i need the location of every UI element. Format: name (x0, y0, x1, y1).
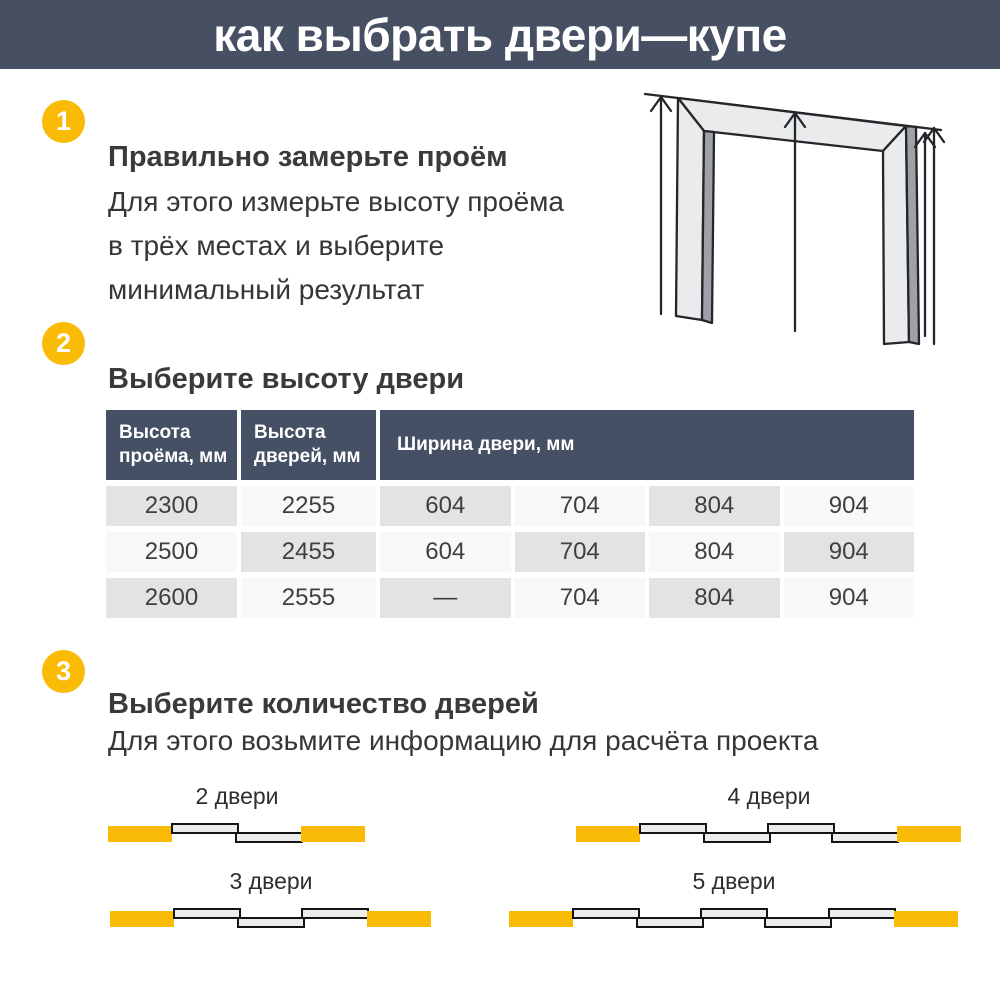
doors-diagram-3 (109, 868, 433, 934)
step-3-description: Для этого возьмите информацию для расчёта проекта (108, 725, 819, 756)
wall-segment-right (897, 826, 961, 842)
door-panel (765, 918, 831, 927)
wall-segment-left (576, 826, 640, 842)
title-banner (0, 0, 1000, 69)
step-1-description-line: минимальный результат (108, 274, 425, 305)
door-panel (832, 833, 898, 842)
door-panel (238, 918, 304, 927)
table-header-opening-height: Высота проёма, мм (106, 410, 237, 480)
table-cell: 704 (515, 532, 646, 572)
door-panel (637, 918, 703, 927)
step-1-description-line: Для этого измерьте высоту проёма (108, 186, 564, 217)
table-cell: 704 (515, 578, 646, 618)
table-cell: 2300 (106, 486, 237, 526)
doors-diagram-2-label: 2 двери (195, 783, 279, 809)
step-1-title: Правильно замерьте проём (108, 141, 508, 173)
table-cell: 704 (515, 486, 646, 526)
table-cell: 804 (649, 578, 780, 618)
step-2-title: Выберите высоту двери (108, 363, 465, 395)
wall-segment-right (894, 911, 958, 927)
table-cell: 604 (380, 532, 511, 572)
door-layout-schematic (508, 904, 960, 934)
table-cell: 2255 (241, 486, 376, 526)
measure-arrow-left-icon (651, 97, 671, 314)
step-3-title: Выберите количество дверей (108, 688, 539, 720)
table-cell: 2500 (106, 532, 237, 572)
wall-segment-right (367, 911, 431, 927)
door-layout-schematic (109, 904, 433, 934)
doors-diagram-4 (575, 783, 963, 849)
page-title: как выбрать двери—купе (213, 8, 787, 61)
right-jamb-board (883, 126, 909, 344)
doors-diagram-2 (107, 783, 367, 849)
door-panel (302, 909, 368, 918)
door-layout-schematic (575, 819, 963, 849)
left-jamb-inner-strip (702, 131, 714, 323)
door-panel (172, 824, 238, 833)
door-panel (640, 824, 706, 833)
left-jamb-board (676, 98, 704, 320)
table-cell: 604 (380, 486, 511, 526)
wall-segment-left (110, 911, 174, 927)
wall-segment-right (301, 826, 365, 842)
doors-diagram-3-label: 3 двери (229, 868, 313, 894)
door-panel (236, 833, 302, 842)
step-1-description (108, 180, 564, 312)
table-cell: 804 (649, 486, 780, 526)
step-3-badge: 3 (42, 650, 85, 693)
doors-diagram-4-label: 4 двери (727, 783, 811, 809)
step-1-badge: 1 (42, 100, 85, 143)
door-panel (174, 909, 240, 918)
table-cell: 804 (649, 532, 780, 572)
door-panel (573, 909, 639, 918)
door-panel (768, 824, 834, 833)
measure-arrow-center-icon (785, 113, 805, 331)
step-1-description-line: в трёх местах и выберите (108, 230, 445, 261)
table-cell: 2600 (106, 578, 237, 618)
table-cell: 2455 (241, 532, 376, 572)
doors-diagram-5-label: 5 двери (692, 868, 776, 894)
table-cell: 2555 (241, 578, 376, 618)
right-jamb-inner-strip (906, 126, 919, 344)
table-cell: 904 (784, 532, 915, 572)
door-height-table (106, 410, 914, 618)
door-panel (704, 833, 770, 842)
table-header-door-width: Ширина двери, мм (380, 410, 914, 480)
wall-segment-left (509, 911, 573, 927)
table-cell: — (380, 578, 511, 618)
table-header-door-height: Высота дверей, мм (241, 410, 376, 480)
door-panel (829, 909, 895, 918)
step-2-badge: 2 (42, 322, 85, 365)
wall-segment-left (108, 826, 172, 842)
table-cell: 904 (784, 578, 915, 618)
table-cell: 904 (784, 486, 915, 526)
door-layout-schematic (107, 819, 367, 849)
doors-diagram-5 (508, 868, 960, 934)
doorway-measurement-illustration (633, 87, 965, 357)
door-panel (701, 909, 767, 918)
